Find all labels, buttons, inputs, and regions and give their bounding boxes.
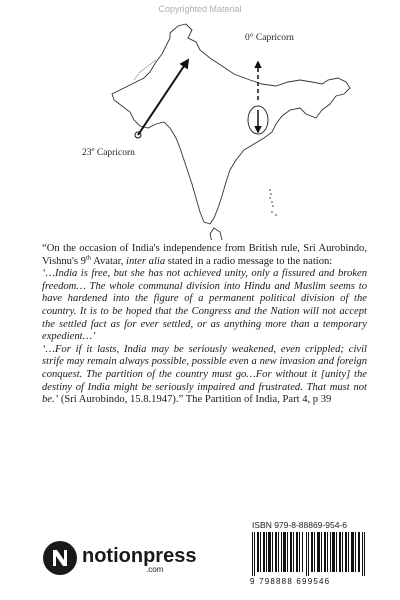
label-23-capricorn — [82, 147, 135, 158]
lanka-outline — [210, 228, 222, 240]
quote-para2-citation: (Sri Aurobindo, 15.8.1947).” The Partition of India, Part 4, p 39 — [58, 394, 332, 406]
label-zero-capricorn — [245, 33, 294, 43]
label-zero-capricorn-text: 0° Capricorn — [245, 33, 294, 43]
notionpress-logo-icon — [42, 540, 78, 576]
barcode-number: 9 798888 699546 — [250, 577, 331, 586]
quote-para2 — [42, 344, 367, 407]
barcode — [250, 532, 368, 576]
india-outline — [112, 24, 350, 224]
logo-wordmark: notionpress — [82, 545, 197, 567]
quote-intro-italic: inter alia — [126, 255, 166, 267]
label-23-number: 23 — [82, 148, 92, 159]
logo-suffix: .com — [146, 565, 164, 574]
diagonal-arrow — [138, 60, 188, 135]
isbn-text: ISBN 979-8-88869-954-6 — [252, 520, 347, 530]
india-map — [0, 0, 400, 240]
quote-intro-sup: th — [85, 254, 92, 262]
quote-intro-part3: stated in a radio message to the nation: — [165, 255, 333, 267]
quote-intro — [42, 243, 367, 268]
quote-para1: ‘…India is free, but she has not achieved unity, only a fissured and broken freedom… The whole communal division into Hindu and Muslim seems to have hardened into the figure of a permanent political division of the country. It is to be hoped that the Congress and the Nation will not accept the settled fact as for ever settled, or as anything more than a temporary expedient…’ — [42, 268, 367, 343]
quote-block — [42, 243, 367, 407]
label-23-text: Capricorn — [94, 148, 135, 159]
quote-intro-part2: Avatar, — [91, 255, 126, 267]
label-23-degree: o — [91, 147, 95, 153]
quote-intro-part1: “On the occasion of India's independence from British rule, Sri Aurobindo, Vishnu's 9 — [42, 243, 367, 267]
quote-para2-italic: ‘…For if it lasts, India may be seriously weakened, even crippled; civil strife may remain always possible, possible even a new invasion and foreign conquest. The partition of the country must go…For without it [unity] the destiny of India might be seriously impaired and frustrated. That must not be.’ — [42, 343, 367, 406]
watermark-text: Copyrighted Material — [158, 4, 242, 14]
island-dots — [269, 189, 277, 216]
